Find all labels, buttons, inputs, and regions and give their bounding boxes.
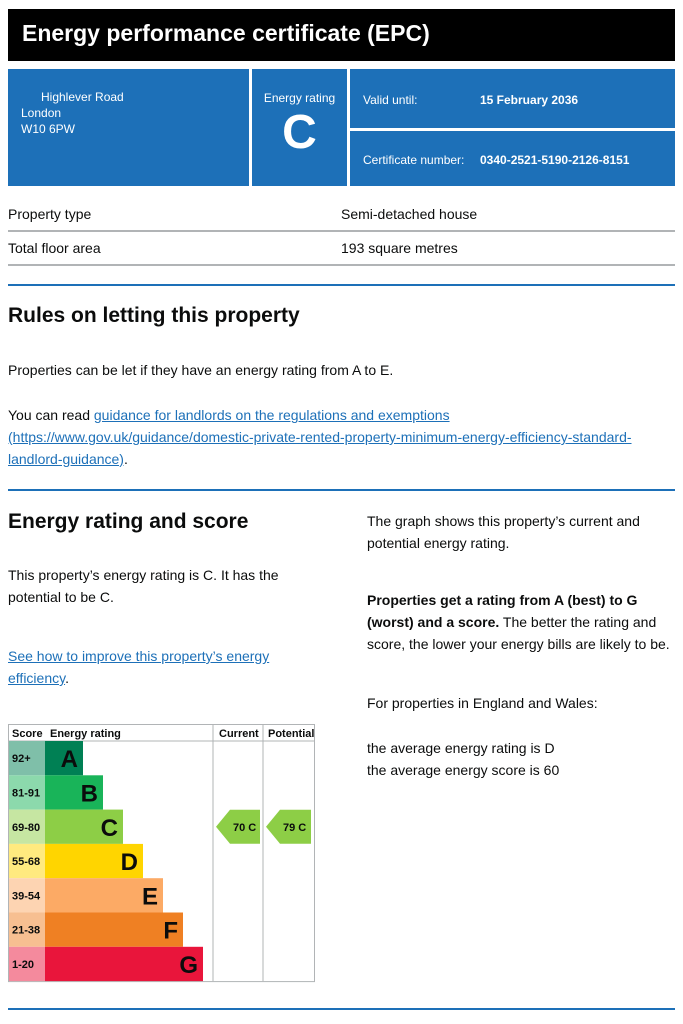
rating-explanation-rest: The better the rating and score, the lower your energy bills are likely to be. xyxy=(367,614,670,652)
address-line-2: London xyxy=(21,106,62,120)
score-range-d: 55-68 xyxy=(12,856,41,869)
improve-efficiency-link[interactable]: See how to improve this property’s energy efficiency xyxy=(8,648,270,686)
floor-area-row xyxy=(8,232,675,266)
landlord-guidance-link[interactable]: guidance for landlords on the regulations and exemptions (https://www.gov.uk/guidance/domestic-private-rented-property-minimum-energy-efficiency-standard-landlord-guidance) xyxy=(8,407,632,467)
potential-rating-arrow-label: 79 C xyxy=(283,821,307,834)
energy-rating-letter: C xyxy=(282,106,317,159)
score-range-f: 21-38 xyxy=(12,924,41,937)
rating-explanation xyxy=(367,589,677,655)
certificate-number-panel xyxy=(350,131,675,186)
band-letter-f: F xyxy=(163,917,178,945)
current-header: Current xyxy=(219,728,259,740)
address-panel xyxy=(8,69,249,186)
address-postcode: W10 6PW xyxy=(21,122,76,136)
improve-paragraph xyxy=(8,645,278,689)
section-divider xyxy=(8,284,675,286)
valid-until-value: 15 February 2036 xyxy=(480,93,579,107)
graph-description: The graph shows this property’s current and potential energy rating. xyxy=(367,513,640,551)
energy-rating-label: Energy rating xyxy=(263,91,336,105)
average-score: the average energy score is 60 xyxy=(367,762,560,778)
score-range-c: 69-80 xyxy=(12,821,41,834)
guidance-prefix: You can read xyxy=(8,407,94,423)
section-divider xyxy=(8,1008,675,1010)
energy-heading: Energy rating and score xyxy=(8,510,249,533)
section-divider xyxy=(8,489,675,491)
rules-paragraph: Properties can be let if they have an energy rating from A to E. xyxy=(8,362,394,378)
rating-explanation-bold: Properties get a rating from A (best) to G (worst) and a score. xyxy=(367,592,638,630)
valid-until-panel xyxy=(350,69,675,128)
potential-header: Potential xyxy=(268,728,315,740)
energy-rating-chart xyxy=(8,724,316,991)
score-range-b: 81-91 xyxy=(12,787,41,800)
floor-area-value: 193 square metres xyxy=(341,240,458,256)
energy-rating-paragraph: This property’s energy rating is C. It has the potential to be C. xyxy=(8,567,279,605)
property-type-value: Semi-detached house xyxy=(341,206,478,222)
score-range-a: 92+ xyxy=(12,753,31,766)
energy-rating-header: Energy rating xyxy=(50,728,121,740)
band-letter-g: G xyxy=(179,951,198,979)
property-type-label: Property type xyxy=(8,206,92,222)
rules-guidance-paragraph xyxy=(8,404,668,470)
page-title: Energy performance certificate (EPC) xyxy=(8,9,675,61)
score-header: Score xyxy=(12,728,43,740)
band-letter-d: D xyxy=(120,849,138,877)
current-rating-arrow-label: 70 C xyxy=(233,821,257,834)
address-line-1: Highlever Road xyxy=(41,90,124,104)
score-range-e: 39-54 xyxy=(12,890,41,903)
energy-rating-panel xyxy=(252,69,347,186)
band-letter-a: A xyxy=(60,746,78,774)
band-letter-e: E xyxy=(141,883,158,911)
guidance-suffix: . xyxy=(123,451,128,467)
band-bar-f xyxy=(45,913,183,947)
band-letter-b: B xyxy=(80,780,98,808)
rules-heading: Rules on letting this property xyxy=(8,304,300,327)
certificate-number-value: 0340-2521-5190-2126-8151 xyxy=(480,153,630,167)
average-rating: the average energy rating is D xyxy=(367,740,555,756)
certificate-number-label: Certificate number: xyxy=(363,153,465,167)
england-wales-intro: For properties in England and Wales: xyxy=(367,695,598,711)
property-type-row xyxy=(8,198,675,232)
score-range-g: 1-20 xyxy=(12,958,35,971)
energy-rating-graph xyxy=(8,724,316,986)
valid-until-label: Valid until: xyxy=(363,93,418,107)
improve-suffix: . xyxy=(65,670,69,686)
band-letter-c: C xyxy=(100,814,118,842)
floor-area-label: Total floor area xyxy=(8,240,101,256)
